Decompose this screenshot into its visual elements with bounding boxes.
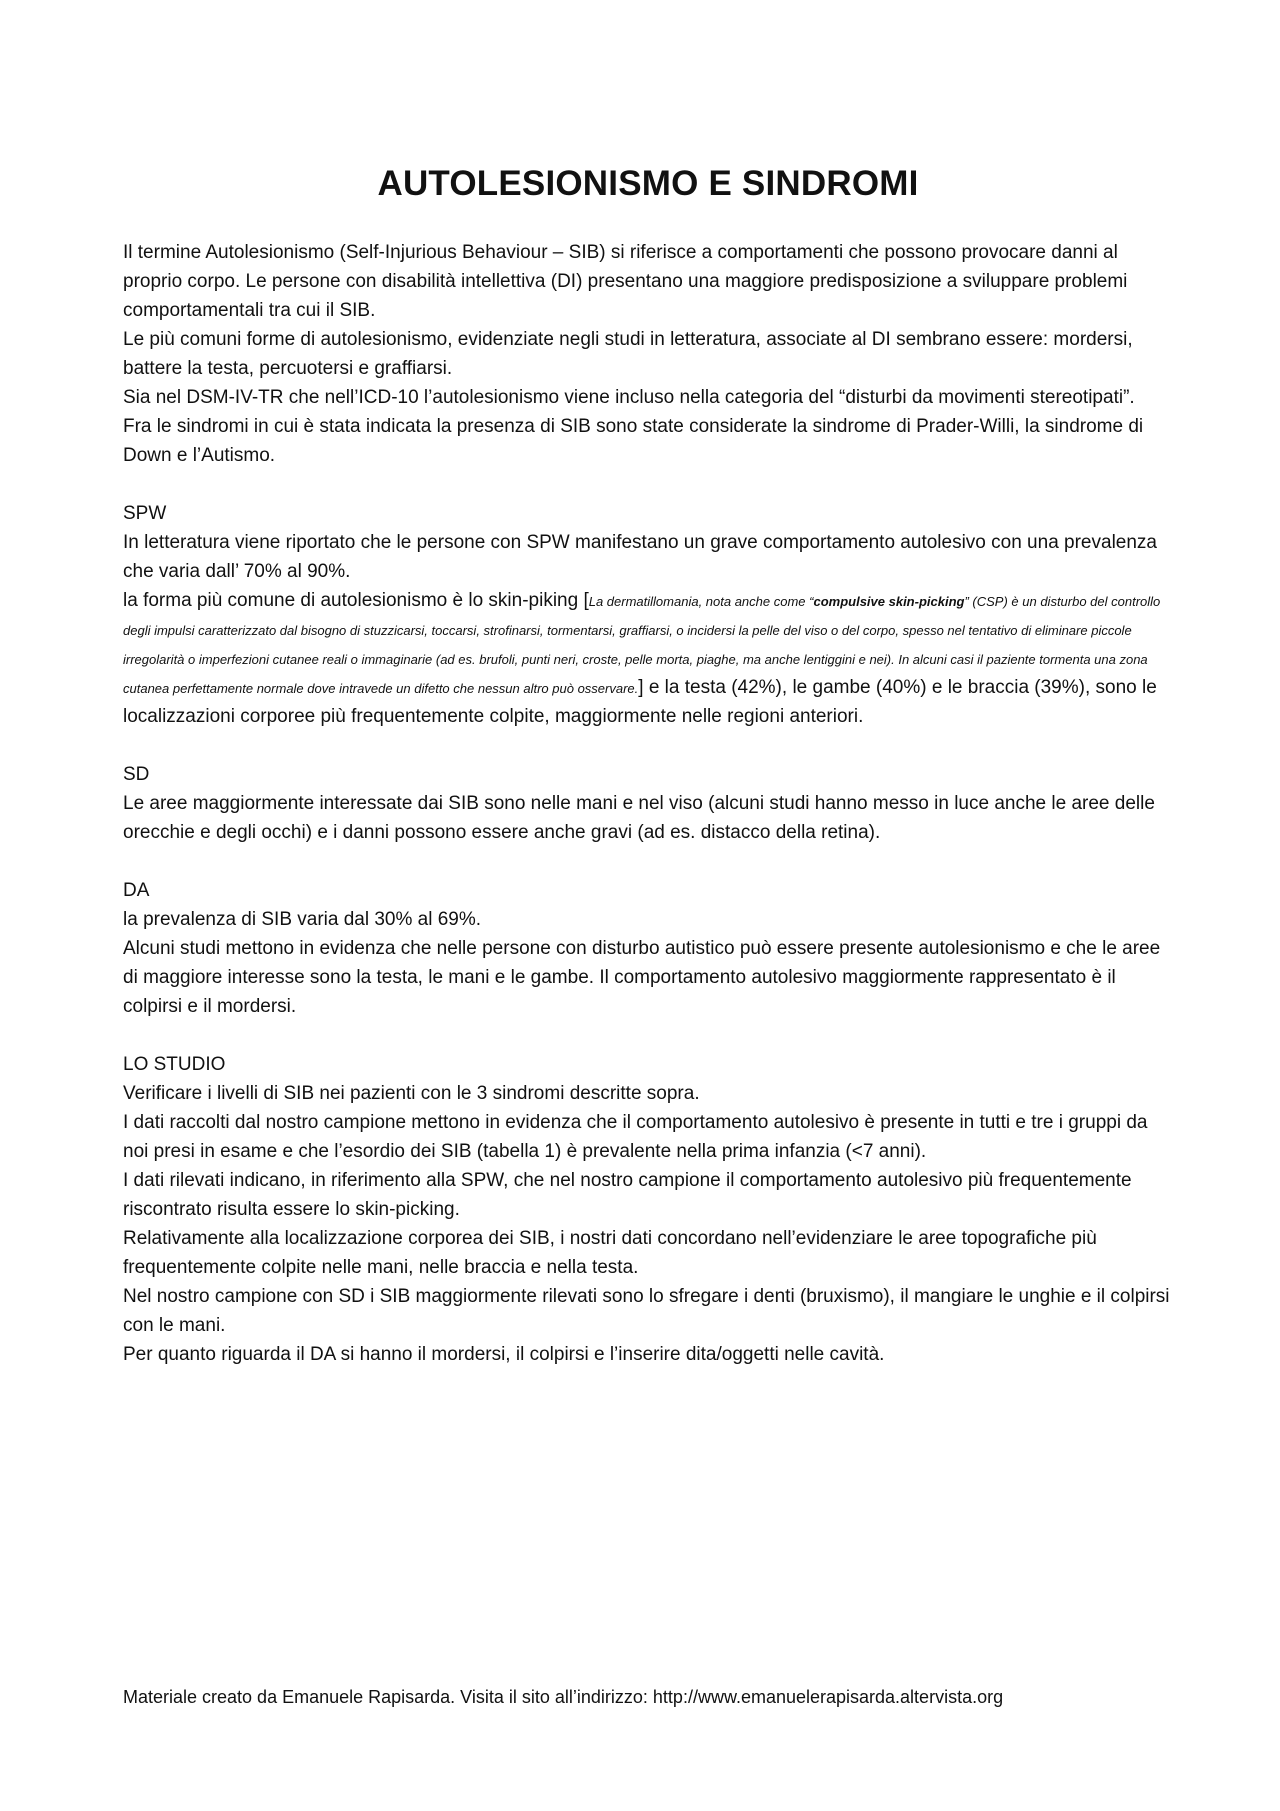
footnote-bold-term: compulsive skin-picking bbox=[813, 594, 965, 609]
footnote-text-a: La dermatillomania, nota anche come “ bbox=[588, 594, 814, 609]
spw-heading: SPW bbox=[123, 503, 167, 524]
sd-section bbox=[123, 760, 1173, 847]
studio-heading: LO STUDIO bbox=[123, 1054, 226, 1075]
page-footer: Materiale creato da Emanuele Rapisarda. Visita il sito all’indirizzo: http://www.emanuelerapisarda.altervista.org bbox=[123, 1687, 1004, 1707]
footnote-text-b: ” (CSP) è un disturbo del controllo degli impulsi caratterizzato dal bisogno di stuzzicarsi, toccarsi, strofinarsi, tormentarsi, graffiarsi, o incidersi la pelle del viso o del corpo, spesso nel tentativo di eliminare piccole irregolarità o imperfezioni cutanee reali o immaginarie (ad es. brufoli, punti neri, croste, pelle morta, piaghe, ma anche lentiggini e nei). In alcuni casi il paziente tormenta una zona cutanea perfettamente normale dove intravede un difetto che nessun altro può osservare. bbox=[123, 594, 1161, 696]
da-paragraph-2: Alcuni studi mettono in evidenza che nelle persone con disturbo autistico può essere presente autolesionismo e che le aree di maggiore interesse sono la testa, le mani e le gambe. Il comportamento autolesivo maggiormente rappresentato è il colpirsi e il mordersi. bbox=[123, 938, 1161, 1017]
studio-paragraph-3: I dati rilevati indicano, in riferimento alla SPW, che nel nostro campione il comportamento autolesivo più frequentemente riscontrato risulta essere lo skin-picking. bbox=[123, 1170, 1132, 1220]
da-heading: DA bbox=[123, 880, 150, 901]
spw-paragraph-2-end: ] e la testa (42%), le gambe (40%) e le braccia (39%), sono le localizzazioni corporee più frequentemente colpite, maggiormente nelle regioni anteriori. bbox=[123, 677, 1157, 727]
studio-section bbox=[123, 1050, 1173, 1369]
spw-paragraph-1: In letteratura viene riportato che le persone con SPW manifestano un grave comportamento autolesivo con una prevalenza che varia dall’ 70% al 90%. bbox=[123, 532, 1157, 582]
studio-paragraph-6: Per quanto riguarda il DA si hanno il mordersi, il colpirsi e l’inserire dita/oggetti nelle cavità. bbox=[123, 1344, 885, 1365]
page-title: AUTOLESIONISMO E SINDROMI bbox=[377, 164, 919, 203]
studio-paragraph-2: I dati raccolti dal nostro campione mettono in evidenza che il comportamento autolesivo è presente in tutti e tre i gruppi da noi presi in esame e che l’esordio dei SIB (tabella 1) è prevalente nella prima infanzia (<7 anni). bbox=[123, 1112, 1148, 1162]
intro-paragraph-3: Sia nel DSM-IV-TR che nell’ICD-10 l’autolesionismo viene incluso nella categoria del “disturbi da movimenti stereotipati”. bbox=[123, 387, 1135, 408]
sd-paragraph-1: Le aree maggiormente interessate dai SIB sono nelle mani e nel viso (alcuni studi hanno messo in luce anche le aree delle orecchie e degli occhi) e i danni possono essere anche gravi (ad es. distacco della retina). bbox=[123, 793, 1155, 843]
intro-paragraph-4: Fra le sindromi in cui è stata indicata la presenza di SIB sono state considerate la sindrome di Prader-Willi, la sindrome di Down e l’Autismo. bbox=[123, 416, 1144, 466]
intro-section bbox=[123, 238, 1173, 470]
studio-paragraph-1: Verificare i livelli di SIB nei pazienti con le 3 sindromi descritte sopra. bbox=[123, 1083, 700, 1104]
intro-paragraph-2: Le più comuni forme di autolesionismo, evidenziate negli studi in letteratura, associate al DI sembrano essere: mordersi, battere la testa, percuotersi e graffiarsi. bbox=[123, 329, 1133, 379]
da-section bbox=[123, 876, 1173, 1021]
studio-paragraph-4: Relativamente alla localizzazione corporea dei SIB, i nostri dati concordano nell’evidenziare le aree topografiche più frequentemente colpite nelle mani, nelle braccia e nella testa. bbox=[123, 1228, 1097, 1278]
spw-section bbox=[123, 499, 1173, 731]
spw-paragraph-2 bbox=[123, 586, 1173, 731]
intro-paragraph-1: Il termine Autolesionismo (Self-Injurious Behaviour – SIB) si riferisce a comportamenti che possono provocare danni al proprio corpo. Le persone con disabilità intellettiva (DI) presentano una maggiore predisposizione a sviluppare problemi comportamentali tra cui il SIB. bbox=[123, 242, 1128, 321]
da-paragraph-1: la prevalenza di SIB varia dal 30% al 69%. bbox=[123, 909, 482, 930]
sd-heading: SD bbox=[123, 764, 150, 785]
document-page bbox=[123, 150, 1173, 1369]
studio-paragraph-5: Nel nostro campione con SD i SIB maggiormente rilevati sono lo sfregare i denti (bruxismo), il mangiare le unghie e il colpirsi con le mani. bbox=[123, 1286, 1170, 1336]
spw-paragraph-2-start: la forma più comune di autolesionismo è lo skin-piking [ bbox=[123, 590, 589, 611]
